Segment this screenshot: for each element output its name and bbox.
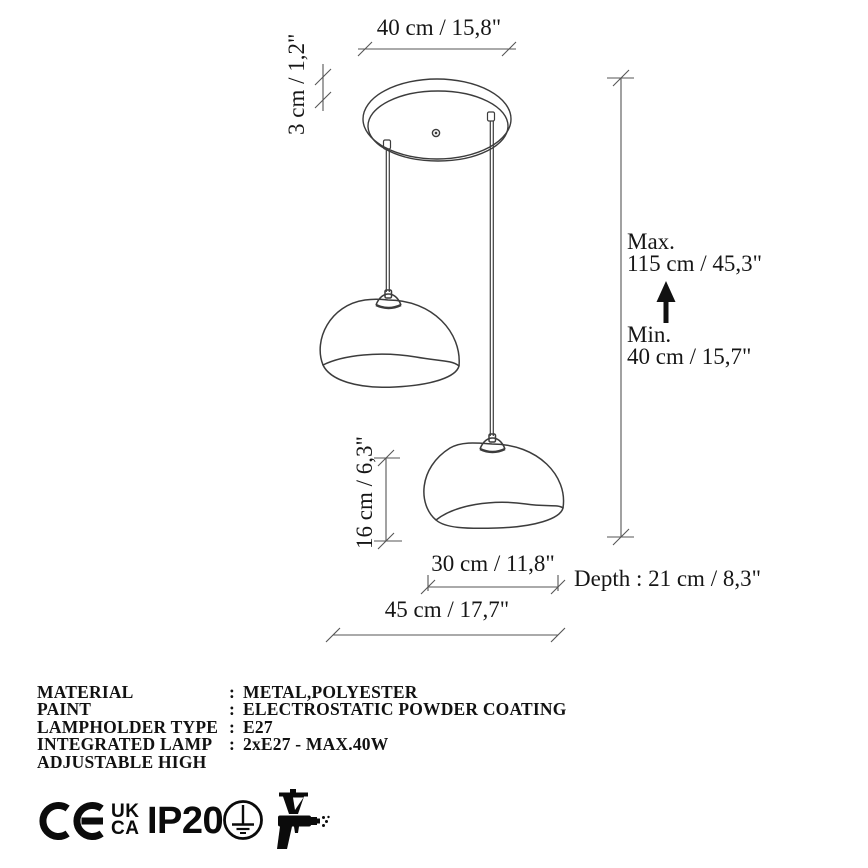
shade-right-cap-band <box>480 449 505 452</box>
spec-colon <box>229 754 243 771</box>
dim-canopy-height-line <box>315 64 331 111</box>
dim-height-line <box>607 70 634 545</box>
cord-right <box>488 112 495 436</box>
dim-shade-height-line <box>374 450 402 549</box>
dim-depth-label: Depth : 21 cm / 8,3" <box>574 566 761 591</box>
cord-right-connector <box>488 112 495 121</box>
ukca-mark-line2: CA <box>111 817 140 839</box>
spec-colon: : <box>229 699 236 720</box>
spec-colon: : <box>229 734 236 755</box>
ce-mark-icon <box>43 806 103 837</box>
spec-label: LAMPHOLDER TYPE <box>37 716 219 737</box>
cord-left <box>384 140 391 292</box>
dim-canopy-width-line <box>358 42 516 56</box>
shade-right-rim <box>436 502 563 528</box>
shade-left-dome <box>320 299 459 366</box>
spec-table <box>37 684 567 771</box>
dim-shade-height-label: 16 cm / 6,3" <box>352 436 377 549</box>
mount-screw-dot <box>435 132 437 134</box>
dim-height-min-label: Min. <box>627 322 672 347</box>
dim-shade-width-label: 30 cm / 11,8" <box>431 551 555 576</box>
spec-value: 2xE27 - MAX.40W <box>243 734 389 755</box>
shade-left <box>320 290 459 387</box>
shade-right-dome <box>424 443 564 520</box>
dim-shade-width-line <box>421 575 565 594</box>
dim-canopy-width-label: 40 cm / 15,8" <box>376 15 502 40</box>
adjustable-height-arrow-icon <box>657 281 676 323</box>
spec-label: INTEGRATED LAMP <box>37 734 213 755</box>
spec-colon: : <box>229 716 236 737</box>
spec-row-adjustable-high <box>37 751 567 772</box>
spec-label: ADJUSTABLE HIGH <box>37 751 207 772</box>
shade-left-cap-band <box>376 305 401 308</box>
powder-coating-spray-gun-icon <box>277 789 330 849</box>
dim-height-min-value: 40 cm / 15,7" <box>627 344 752 369</box>
shade-left-rim <box>323 354 459 387</box>
spec-value: E27 <box>243 716 273 737</box>
dim-total-width-line <box>326 628 565 642</box>
protective-earth-icon <box>225 802 262 839</box>
spec-value: ELECTROSTATIC POWDER COATING <box>243 699 567 720</box>
ip-rating-badge: IP20 <box>147 800 224 842</box>
spec-value: METAL,POLYESTER <box>243 682 418 702</box>
spec-label: PAINT <box>37 699 92 720</box>
spec-row-integrated-lamp <box>37 736 567 753</box>
shade-right <box>424 434 564 528</box>
dim-height-max-label: Max. <box>627 229 675 254</box>
dim-height-max-value: 115 cm / 45,3" <box>627 251 763 276</box>
spec-colon: : <box>229 682 236 702</box>
ukca-mark-line1: UK <box>111 801 140 822</box>
dim-canopy-height-label: 3 cm / 1,2" <box>284 33 309 135</box>
dim-total-width-label: 45 cm / 17,7" <box>384 597 510 622</box>
ukca-mark <box>111 801 140 839</box>
spec-label: MATERIAL <box>37 682 134 702</box>
